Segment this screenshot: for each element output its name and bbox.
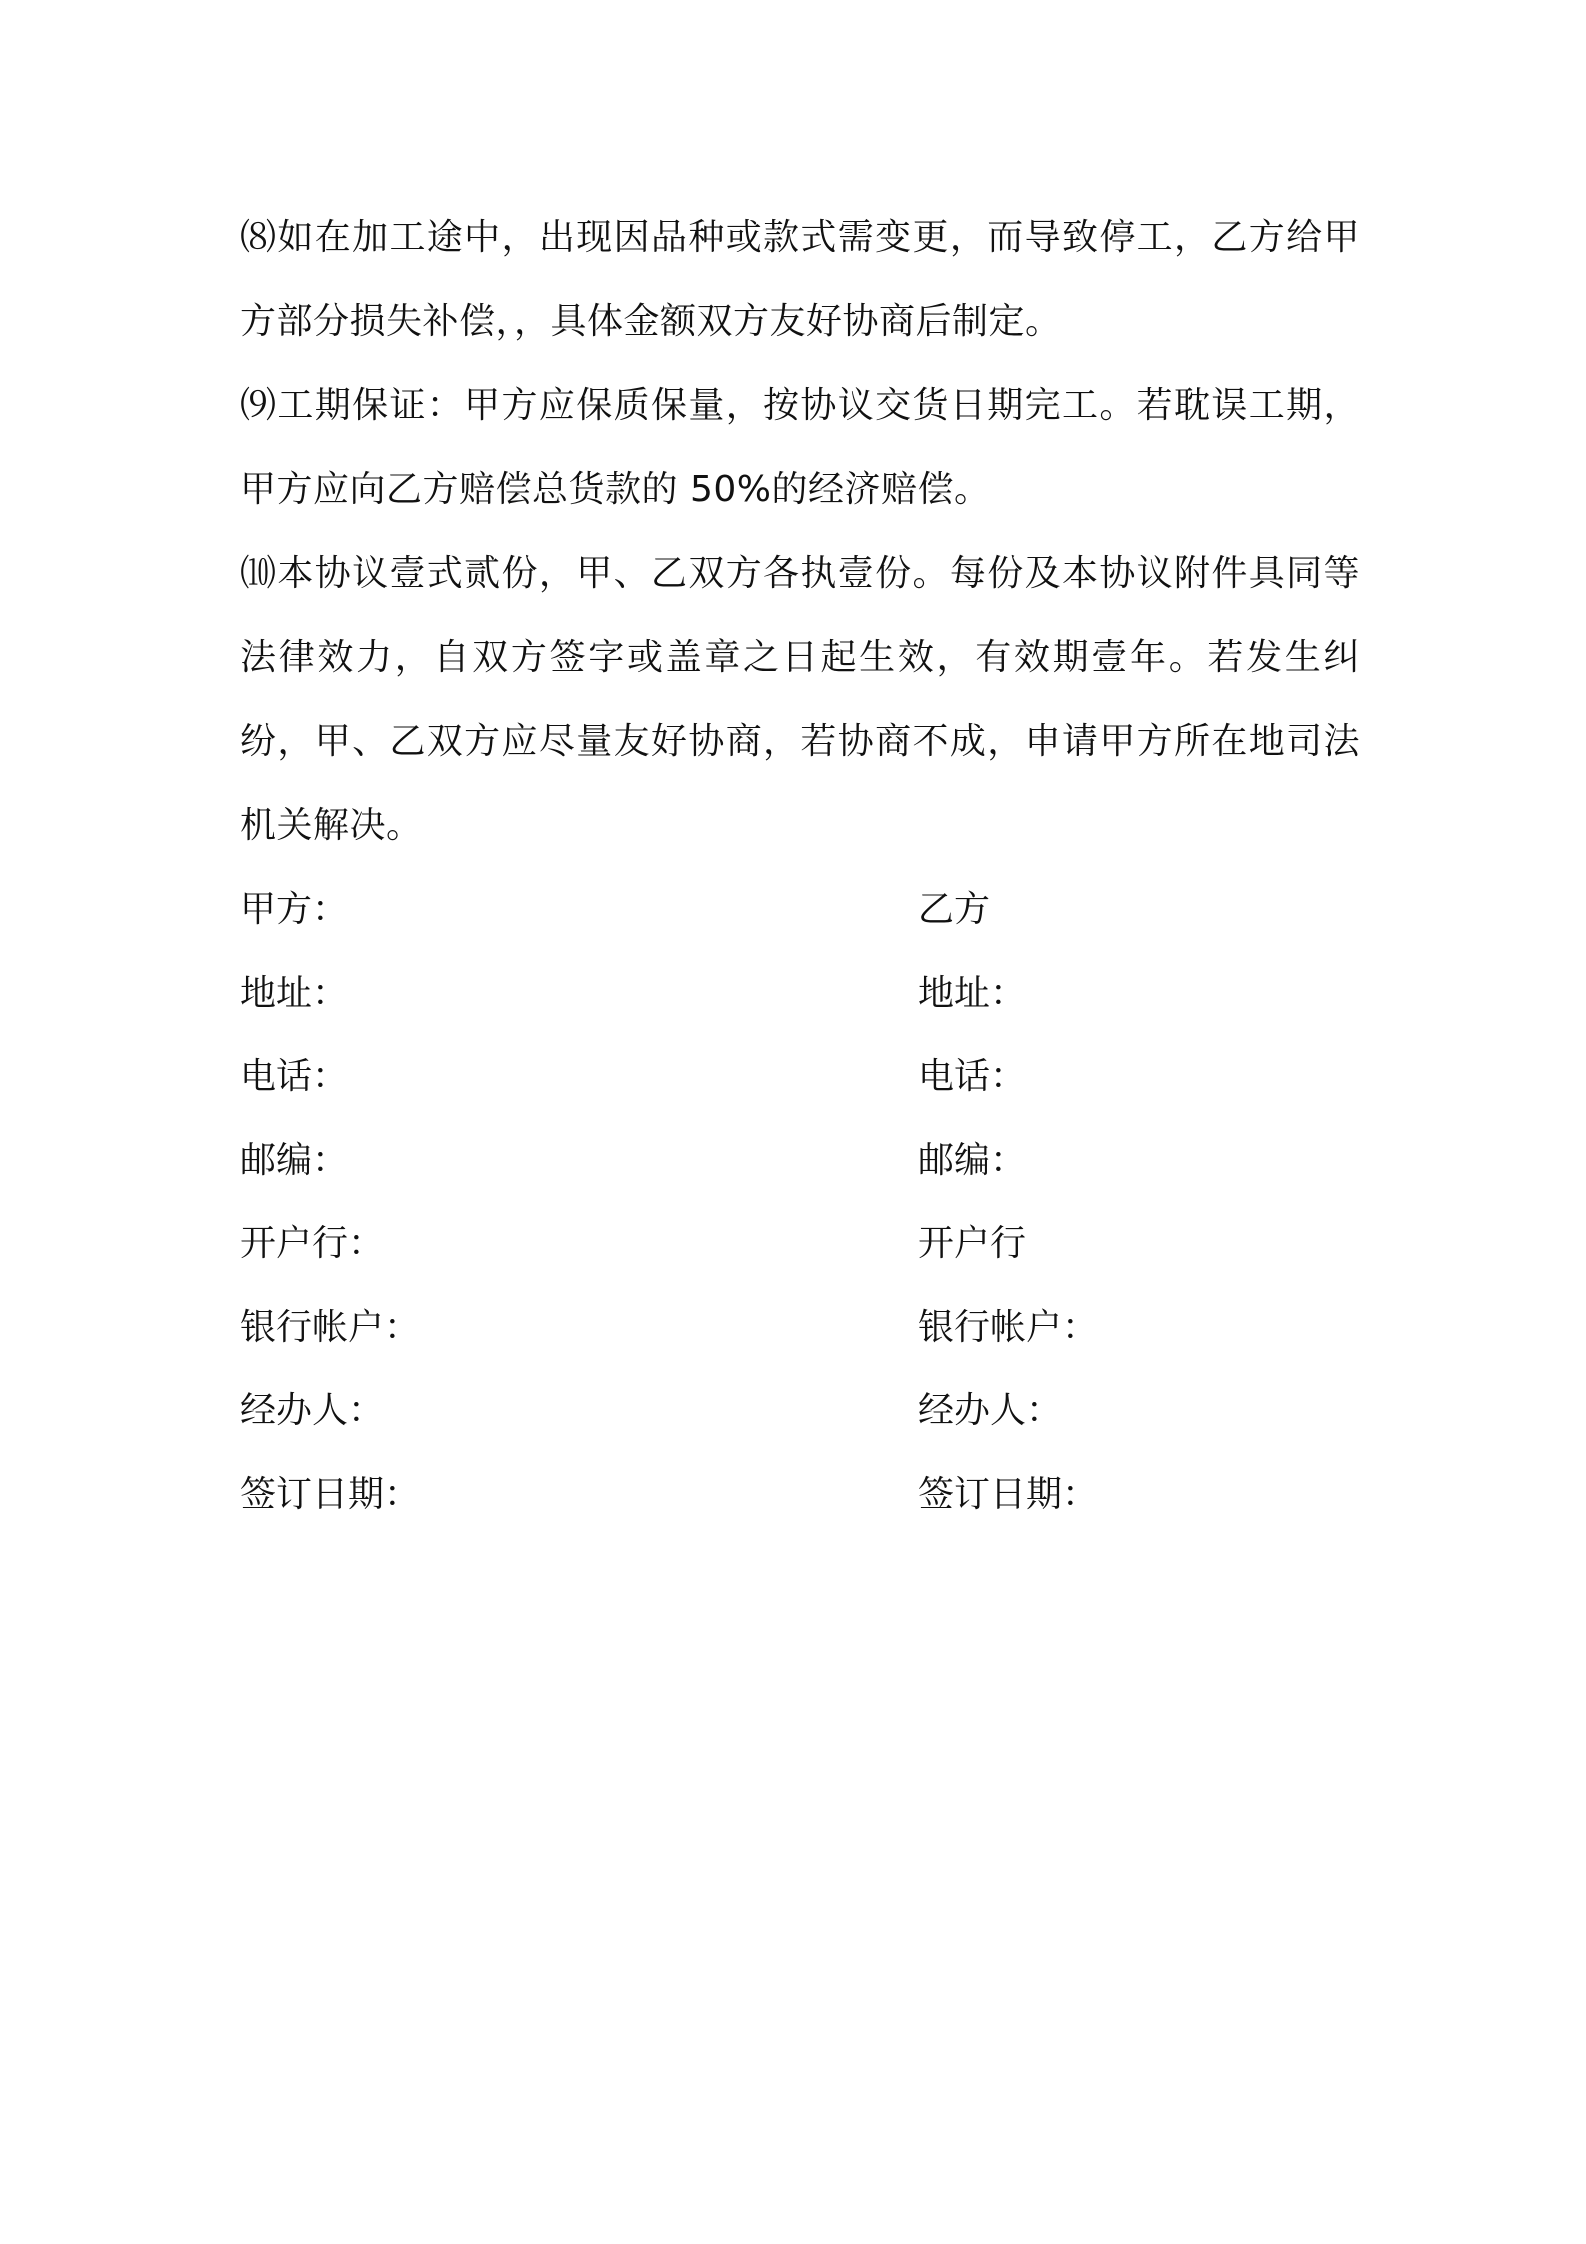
party-b-label: 乙方 <box>918 889 991 930</box>
signature-row-postcode <box>240 1119 1360 1203</box>
party-b-agent-label: 经办人： <box>918 1390 1063 1431</box>
document-content <box>240 196 1360 1536</box>
party-a-account-label: 银行帐户： <box>240 1306 421 1348</box>
clause-8: ⑻如在加工途中，出现因品种或款式需变更，而导致停工，乙方给甲方部分损失补偿，，具体金额双方友好协商后制定。 <box>240 217 1360 342</box>
party-b-bank-label: 开户行 <box>918 1223 1027 1264</box>
signature-row-address <box>240 952 1360 1036</box>
party-a-date-label: 签订日期： <box>240 1473 421 1515</box>
party-a-phone-label: 电话： <box>240 1056 349 1097</box>
party-a-address-label: 地址： <box>240 972 349 1014</box>
party-b-account-label: 银行帐户： <box>918 1306 1099 1348</box>
signature-row-phone <box>240 1035 1360 1119</box>
party-a-label: 甲方： <box>240 889 349 930</box>
signature-row-account <box>240 1286 1360 1370</box>
party-b-address-label: 地址： <box>918 972 1027 1014</box>
party-b-postcode-label: 邮编： <box>918 1139 1027 1181</box>
signature-row-bank <box>240 1202 1360 1286</box>
party-a-agent-label: 经办人： <box>240 1390 385 1431</box>
party-b-date-label: 签订日期： <box>918 1473 1099 1515</box>
party-a-bank-label: 开户行： <box>240 1223 385 1264</box>
party-a-postcode-label: 邮编： <box>240 1139 349 1181</box>
signature-block <box>240 868 1360 1536</box>
signature-row-agent <box>240 1369 1360 1453</box>
clause-10: ⑽本协议壹式贰份，甲、乙双方各执壹份。每份及本协议附件具同等法律效力，自双方签字或盖章之日起生效，有效期壹年。若发生纠纷，甲、乙双方应尽量友好协商，若协商不成，申请甲方所在地司法机关解决。 <box>240 553 1360 846</box>
signature-row-date <box>240 1453 1360 1537</box>
signature-row-party <box>240 868 1360 952</box>
party-b-phone-label: 电话： <box>918 1056 1027 1097</box>
clause-9: ⑼工期保证：甲方应保质保量，按协议交货日期完工。若耽误工期，甲方应向乙方赔偿总货款的 50%的经济赔偿。 <box>240 385 1360 510</box>
